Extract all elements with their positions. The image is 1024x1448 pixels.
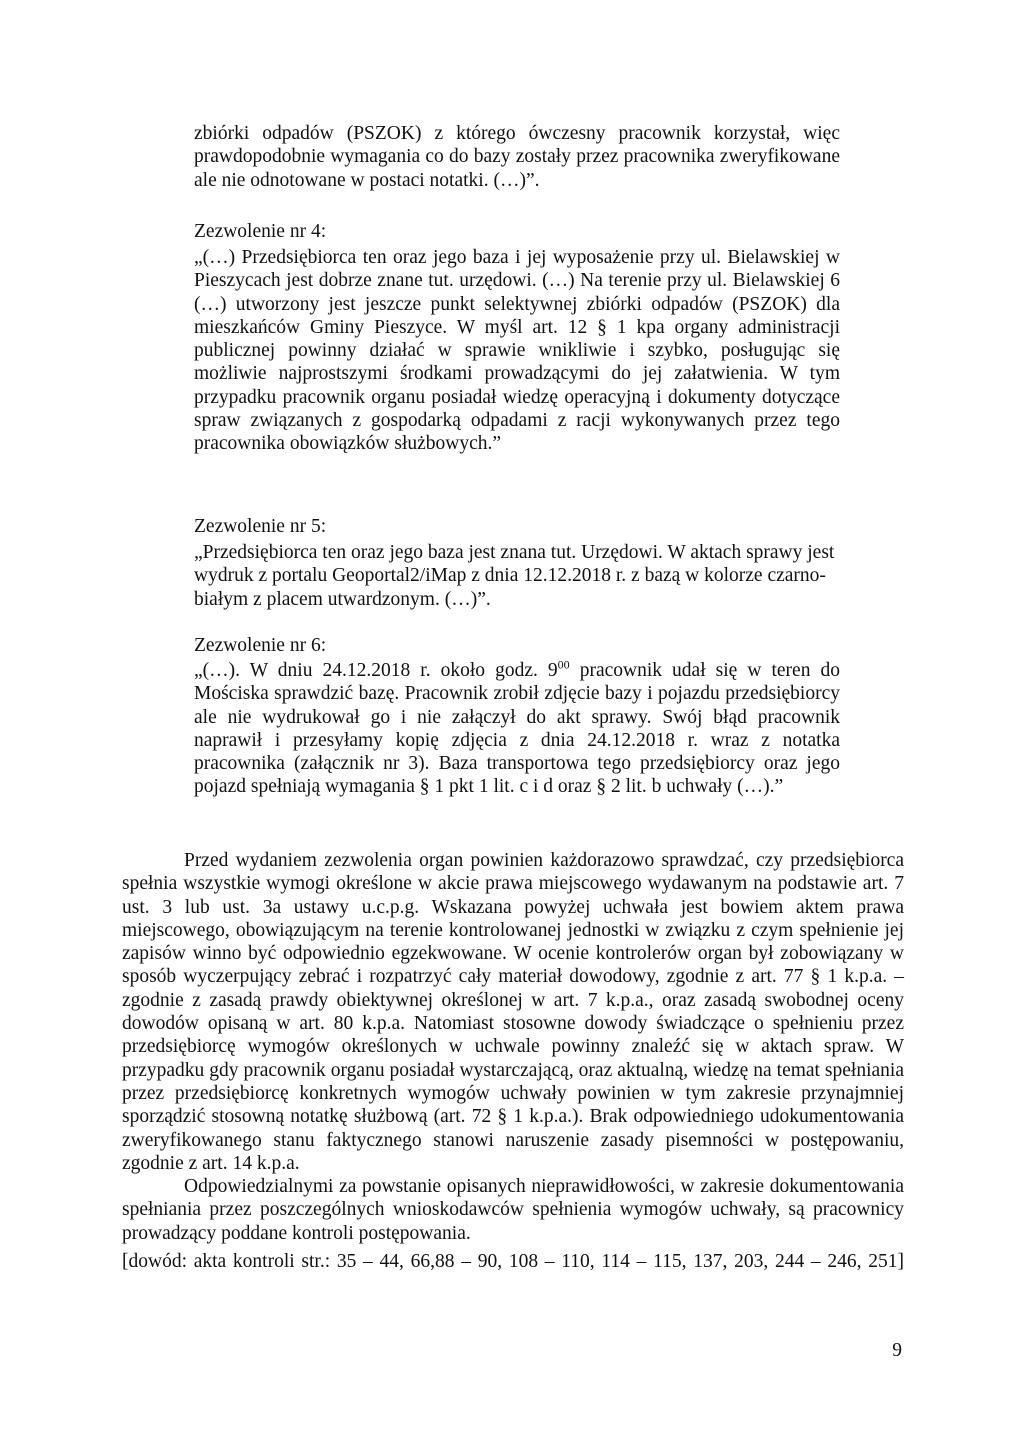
permit-6-text-start: „(…). W dniu 24.12.2018 r. około godz. 9 (194, 660, 558, 681)
permit-4-label: Zezwolenie nr 4: (194, 221, 327, 242)
evidence-reference: [dowód: akta kontroli str.: 35 – 44, 66,88 – 90, 108 – 110, 114 – 115, 137, 203, 244 – 246, 251] (122, 1251, 904, 1272)
permit-5-quote: „Przedsiębiorca ten oraz jego baza jest znana tut. Urzędowi. W aktach sprawy jest wydruk z portalu Geoportal2/iMap z dnia 12.12.2018 r. z bazą w kolorze czarno-białym z placem utwardzonym. (…)”. (194, 542, 835, 610)
permit-6-text-end: pracownik udał się w teren do Mościska sprawdzić bazę. Pracownik zrobił zdjęcie bazy i pojazdu przedsiębiorcy ale nie wydrukował go i nie załączył do akt sprawy. Swój błąd pracownik naprawił i przesyłamy kopię zdjęcia z dnia 24.12.2018 r. wraz z notatka pracownika (załącznik nr 3). Baza transportowa tego przedsiębiorcy oraz jego pojazd spełniają wymagania § 1 pkt 1 lit. c i d oraz § 2 lit. b uchwały (…).” (194, 660, 840, 798)
page-number: 9 (892, 1340, 902, 1361)
permit-5-label: Zezwolenie nr 5: (194, 516, 327, 537)
quote-continuation: zbiórki odpadów (PSZOK) z którego ówczesny pracownik korzystał, więc prawdopodobnie wymagania co do bazy zostały przez pracownika zweryfikowane ale nie odnotowane w postaci notatki. (…)”. (194, 123, 840, 191)
permit-6-label: Zezwolenie nr 6: (194, 635, 327, 656)
analysis-section (122, 849, 904, 1245)
permit-6-quote (194, 659, 840, 799)
analysis-paragraph-1: Przed wydaniem zezwolenia organ powinien każdorazowo sprawdzać, czy przedsiębiorca spełnia wszystkie wymogi określone w akcie prawa miejscowego wydawanym na podstawie art. 7 ust. 3 lub ust. 3a ustawy u.c.p.g. Wskazana powyżej uchwała jest bowiem aktem prawa miejscowego, obowiązującym na terenie kontrolowanej jednostki w związku z czym spełnienie jej zapisów winno być odpowiednio egzekwowane. W ocenie kontrolerów organ był zobowiązany w sposób wyczerpujący zebrać i rozpatrzyć cały materiał dowodowy, zgodnie z art. 77 § 1 k.p.a. – zgodnie z zasadą prawdy obiektywnej określonej w art. 7 k.p.a., oraz zasadą swobodnej oceny dowodów opisaną w art. 80 k.p.a. Natomiast stosowne dowody świadczące o spełnieniu przez przedsiębiorcę wymogów określonych w uchwale powinny znaleźć się w aktach spraw. W przypadku gdy pracownik organu posiadał wystarczającą, oraz aktualną, wiedzę na temat spełniania przez przedsiębiorcę konkretnych wymogów uchwały powinien w tym zakresie przynajmniej sporządzić stosowną notatkę służbową (art. 72 § 1 k.p.a.). Brak odpowiedniego udokumentowania zweryfikowanego stanu faktycznego stanowi naruszenie zasady pisemności w postępowaniu, zgodnie z art. 14 k.p.a. (122, 850, 904, 1174)
analysis-paragraph-2: Odpowiedzialnymi za powstanie opisanych nieprawidłowości, w zakresie dokumentowania spełniania przez poszczególnych wnioskodawców spełnienia wymogów uchwały, są pracownicy prowadzący poddane kontroli postępowania. (122, 1176, 904, 1244)
permit-4-quote: „(…) Przedsiębiorca ten oraz jego baza i jej wyposażenie przy ul. Bielawskiej w Pieszycach jest dobrze znane tut. urzędowi. (…) Na terenie przy ul. Bielawskiej 6 (…) utworzony jest jeszcze punkt selektywnej zbiórki odpadów (PSZOK) dla mieszkańców Gminy Pieszyce. W myśl art. 12 § 1 kpa organy administracji publicznej powinny działać w sprawie wnikliwie i szybko, posługując się możliwie najprostszymi środkami prowadzącymi do jej załatwienia. W tym przypadku pracownik organu posiadał wiedzę operacyjną i dokumenty dotyczące spraw związanych z gospodarką odpadami z racji wykonywanych przez tego pracownika obowiązków służbowych.” (194, 247, 840, 455)
time-superscript: 00 (557, 657, 570, 672)
